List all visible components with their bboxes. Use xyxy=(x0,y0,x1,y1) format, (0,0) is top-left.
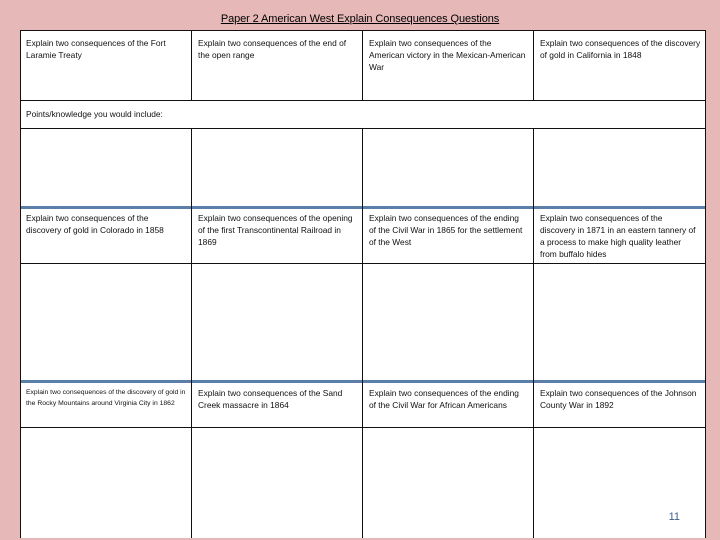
question-cell: Explain two consequences of the ending of the Civil War in 1865 for the settlement of the West xyxy=(369,213,523,247)
question-cell: Explain two consequences of the discovery of gold in the Rocky Mountains around Virginia City in 1862 xyxy=(26,389,186,407)
grid-line xyxy=(20,30,21,538)
grid-line xyxy=(20,100,706,101)
page-title: Paper 2 American West Explain Consequences Questions xyxy=(220,13,500,25)
section-divider xyxy=(20,380,706,383)
question-cell: Explain two consequences of the Fort Laramie Treaty xyxy=(26,38,166,60)
question-cell: Explain two consequences of the discovery of gold in California in 1848 xyxy=(540,38,701,60)
grid-line xyxy=(705,30,706,538)
question-grid xyxy=(20,30,706,538)
grid-line xyxy=(533,30,534,100)
question-cell: Explain two consequences of the ending of the Civil War for African Americans xyxy=(369,388,519,410)
grid-line xyxy=(20,128,706,129)
grid-line xyxy=(533,128,534,538)
grid-line xyxy=(20,263,706,264)
question-cell: Explain two consequences of the discovery of gold in Colorado in 1858 xyxy=(26,213,164,235)
question-cell: Explain two consequences of the American victory in the Mexican-American War xyxy=(369,38,526,72)
points-label: Points/knowledge you would include: xyxy=(26,109,163,119)
section-divider xyxy=(20,206,706,209)
grid-line xyxy=(20,427,706,428)
grid-line xyxy=(191,128,192,538)
question-cell: Explain two consequences of the end of the open range xyxy=(198,38,347,60)
grid-line xyxy=(20,30,706,31)
question-cell: Explain two consequences of the Sand Creek massacre in 1864 xyxy=(198,388,343,410)
grid-line xyxy=(362,128,363,538)
question-cell: Explain two consequences of the discovery in 1871 in an eastern tannery of a process to make high quality leather from buffalo hides xyxy=(540,213,696,259)
question-cell: Explain two consequences of the Johnson County War in 1892 xyxy=(540,388,697,410)
grid-line xyxy=(362,30,363,100)
page-number: 11 xyxy=(668,511,680,523)
grid-line xyxy=(191,30,192,100)
question-cell: Explain two consequences of the opening of the first Transcontinental Railroad in 1869 xyxy=(198,213,353,247)
